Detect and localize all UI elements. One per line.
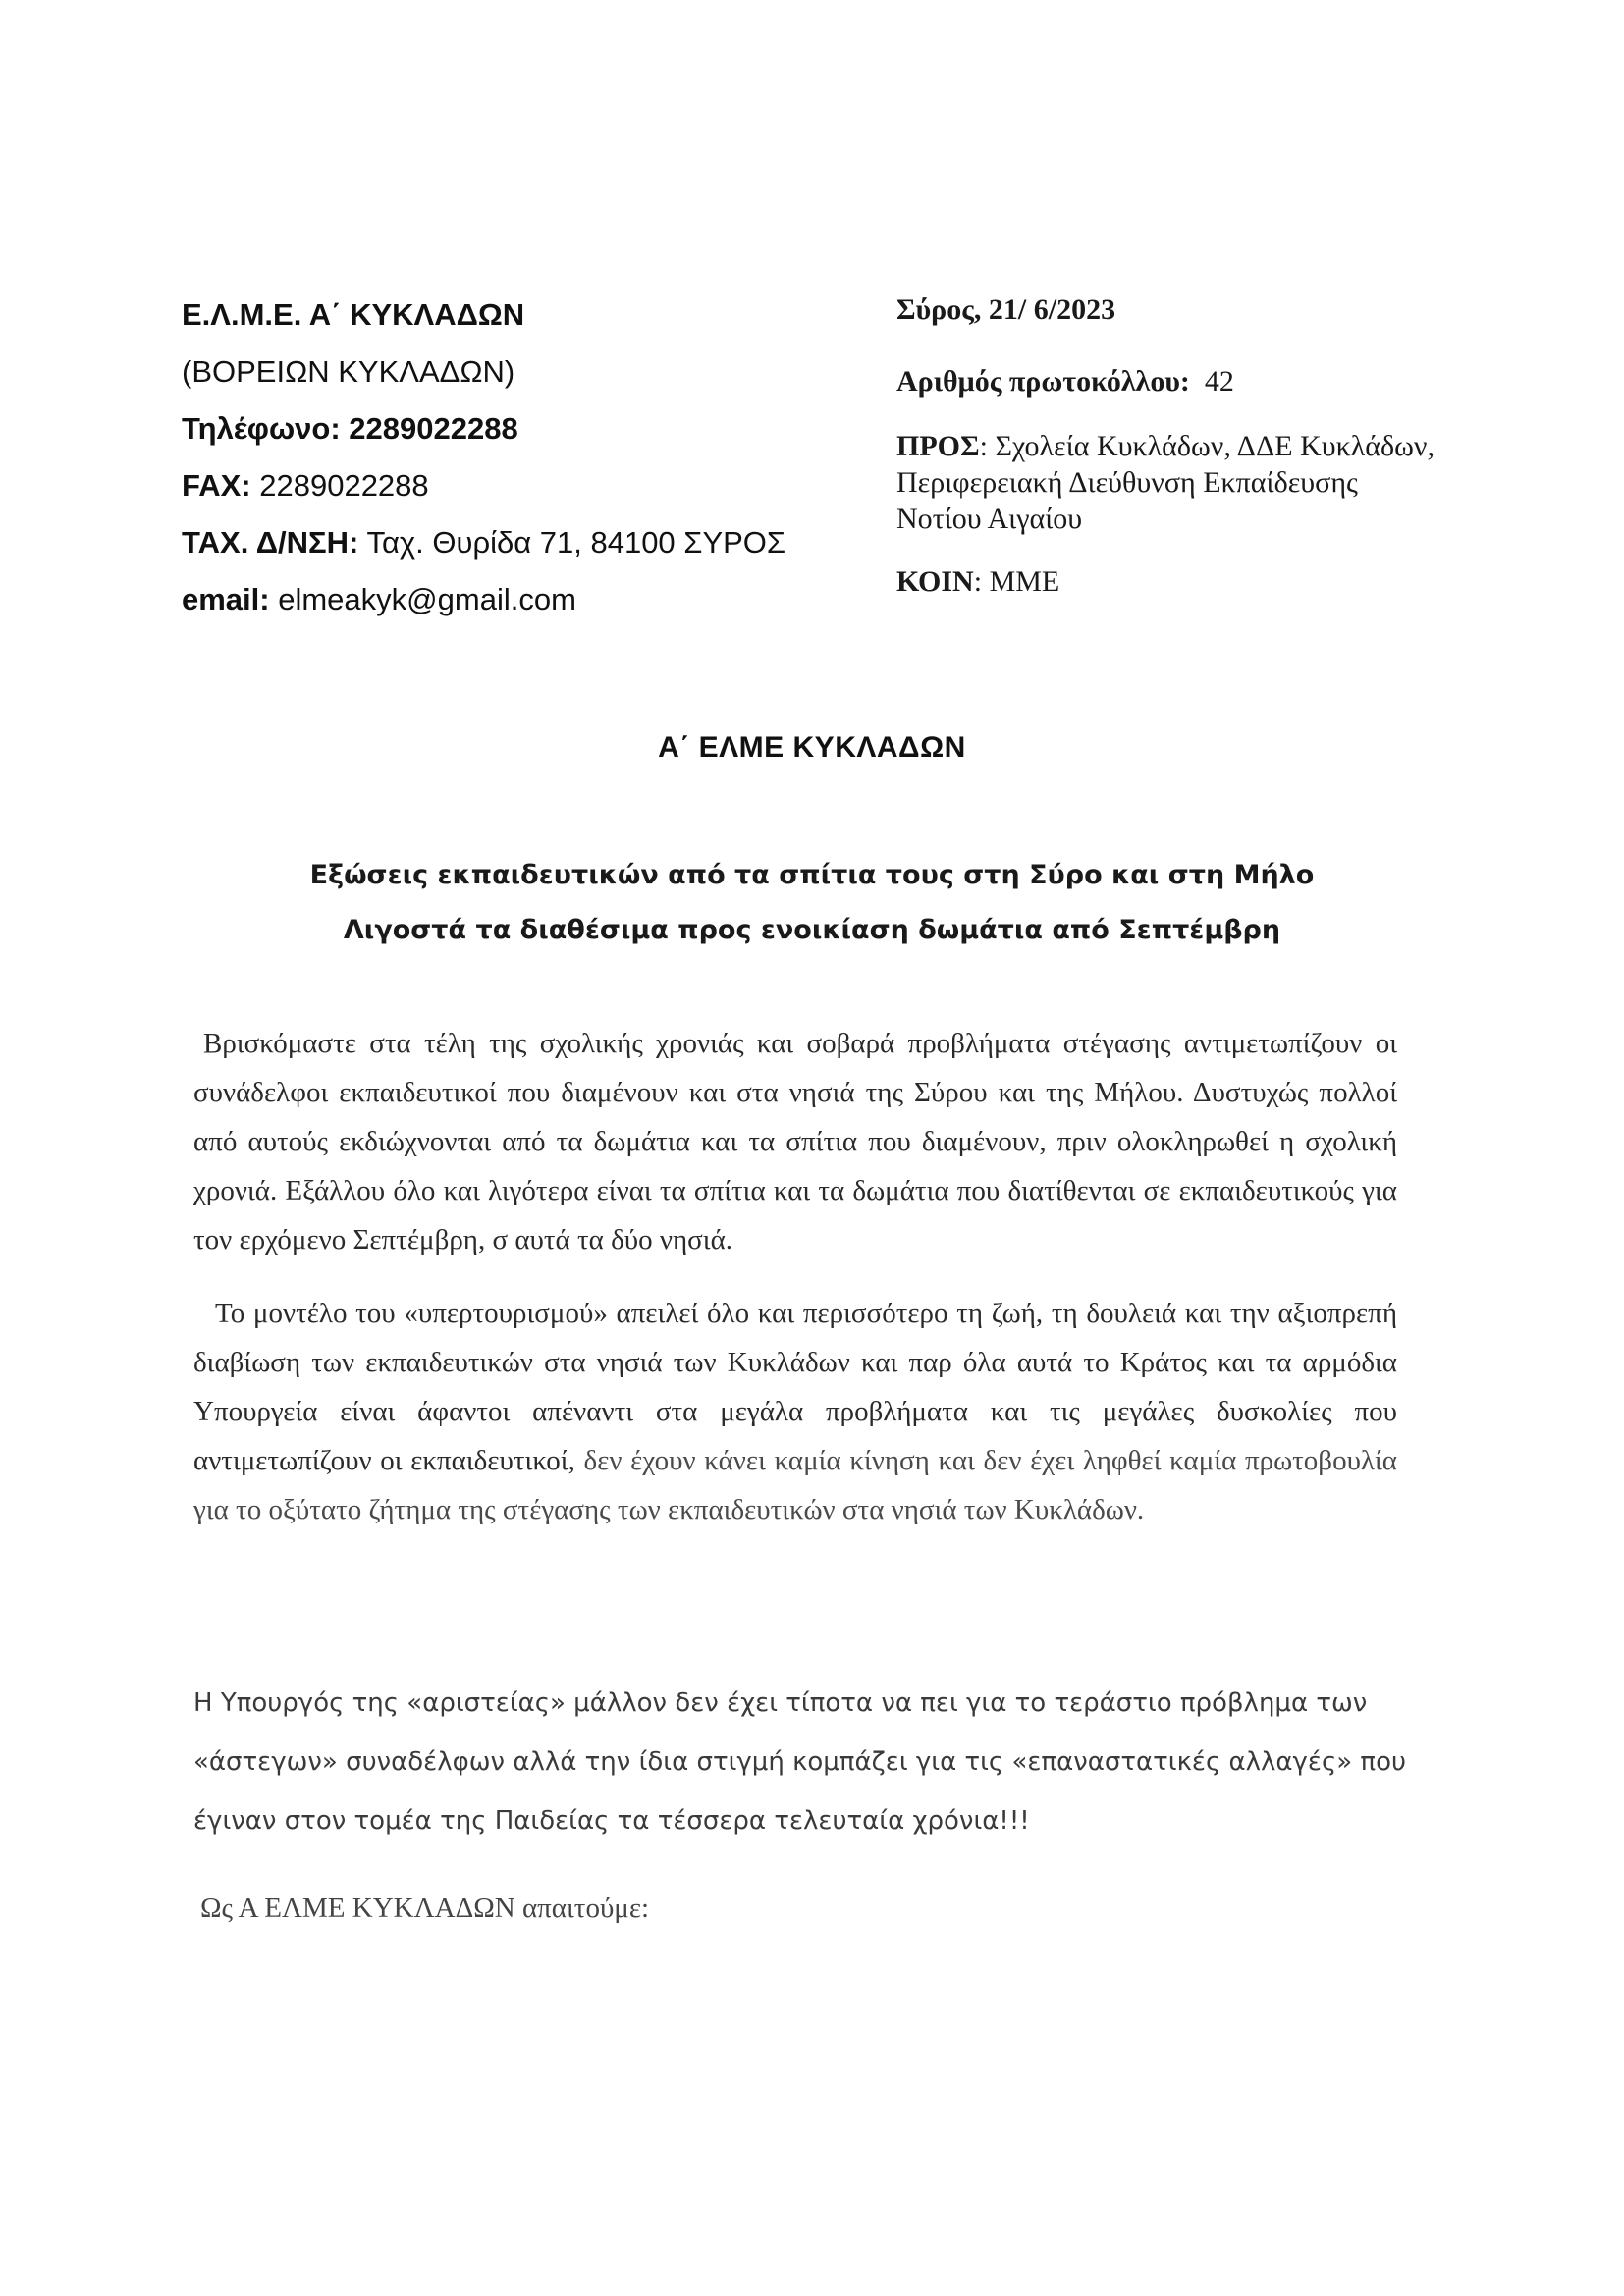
sender-block xyxy=(182,287,869,628)
cc-recipients: ΚΟΙΝ: ΜΜΕ xyxy=(896,565,1060,598)
demand-intro: Ως Α ΕΛΜΕ ΚΥΚΛΑΔΩΝ απαιτούμε: xyxy=(200,1893,650,1924)
headline-block xyxy=(0,848,1624,958)
sender-region: (ΒΟΡΕΙΩΝ ΚΥΚΛΑΔΩΝ) xyxy=(182,354,515,389)
sender-fax: FAX: 2289022288 xyxy=(182,468,429,503)
paragraph-3-line-1: Η Υπουργός της «αριστείας» μάλλον δεν έχει τίποτα να πει για το τεράστιο πρόβλημα των xyxy=(193,1688,1368,1718)
paragraph-2 xyxy=(193,1289,1397,1534)
headline-1: Εξώσεις εκπαιδευτικών από τα σπίτια τους στη Σύρο και στη Μήλο xyxy=(309,860,1315,890)
paragraph-1 xyxy=(193,1019,1397,1264)
sender-phone: Τηλέφωνο: 2289022288 xyxy=(182,411,518,446)
document-date: Σύρος, 21/ 6/2023 xyxy=(896,294,1116,326)
page-title: Α΄ ΕΛΜΕ ΚΥΚΛΑΔΩΝ xyxy=(658,731,966,764)
meta-block xyxy=(896,291,1446,602)
sender-address: ΤΑΧ. Δ/ΝΣΗ: Ταχ. Θυρίδα 71, 84100 ΣΥΡΟΣ xyxy=(182,525,786,560)
sender-email: email: elmeakyk@gmail.com xyxy=(182,582,576,616)
paragraph-2-text: Το μοντέλο του «υπερτουρισμού» απειλεί όλο και περισσότερο τη ζωή, τη δουλειά και την αξιοπρεπή διαβίωση των εκπαιδευτικών στα νησιά των Κυκλάδων και παρ όλα αυτά το Κράτος και τα αρμόδια Υπουργεία είναι άφαντοι απέναντι στα μεγάλα προβλήματα και τις μεγάλες δυσκολίες που αντιμετωπίζουν οι εκπαιδευτικοί, δεν έχουν κάνει καμία κίνηση και δεν έχει ληφθεί καμία πρωτοβουλία για το οξύτατο ζήτημα της στέγασης των εκπαιδευτικών στα νησιά των Κυκλάδων. xyxy=(193,1298,1397,1525)
paragraph-3 xyxy=(193,1674,1411,1850)
sender-org: Ε.Λ.Μ.Ε. Α΄ ΚΥΚΛΑΔΩΝ xyxy=(182,297,525,332)
paragraph-3-line-3: έγιναν στον τομέα της Παιδείας τα τέσσερα τελευταία χρόνια!!! xyxy=(193,1806,1030,1836)
paragraph-1-text: Βρισκόμαστε στα τέλη της σχολικής χρονιάς και σοβαρά προβλήματα στέγασης αντιμετωπίζουν οι συνάδελφοι εκπαιδευτικοί που διαμένουν και στα νησιά της Σύρου και της Μήλου. Δυστυχώς πολλοί από αυτούς εκδιώχνονται από τα δωμάτια και τα σπίτια που διαμένουν, πριν ολοκληρωθεί η σχολική χρονιά. Εξάλλου όλο και λιγότερα είναι τα σπίτια και τα δωμάτια που διατίθενται σε εκπαιδευτικούς για τον ερχόμενο Σεπτέμβρη, σ αυτά τα δύο νησιά. xyxy=(193,1028,1397,1255)
recipients: ΠΡΟΣ: Σχολεία Κυκλάδων, ΔΔΕ Κυκλάδων, Περιφερειακή Διεύθυνση Εκπαίδευσης Νοτίου Αιγαίου xyxy=(896,430,1435,535)
protocol-number: Αριθμός πρωτοκόλλου: 42 xyxy=(896,365,1234,398)
headline-2: Λιγοστά τα διαθέσιμα προς ενοικίαση δωμάτια από Σεπτέμβρη xyxy=(343,915,1281,945)
paragraph-3-line-2: «άστεγων» συναδέλφων αλλά την ίδια στιγμή κομπάζει για τις «επαναστατικές αλλαγές» που xyxy=(193,1747,1407,1777)
